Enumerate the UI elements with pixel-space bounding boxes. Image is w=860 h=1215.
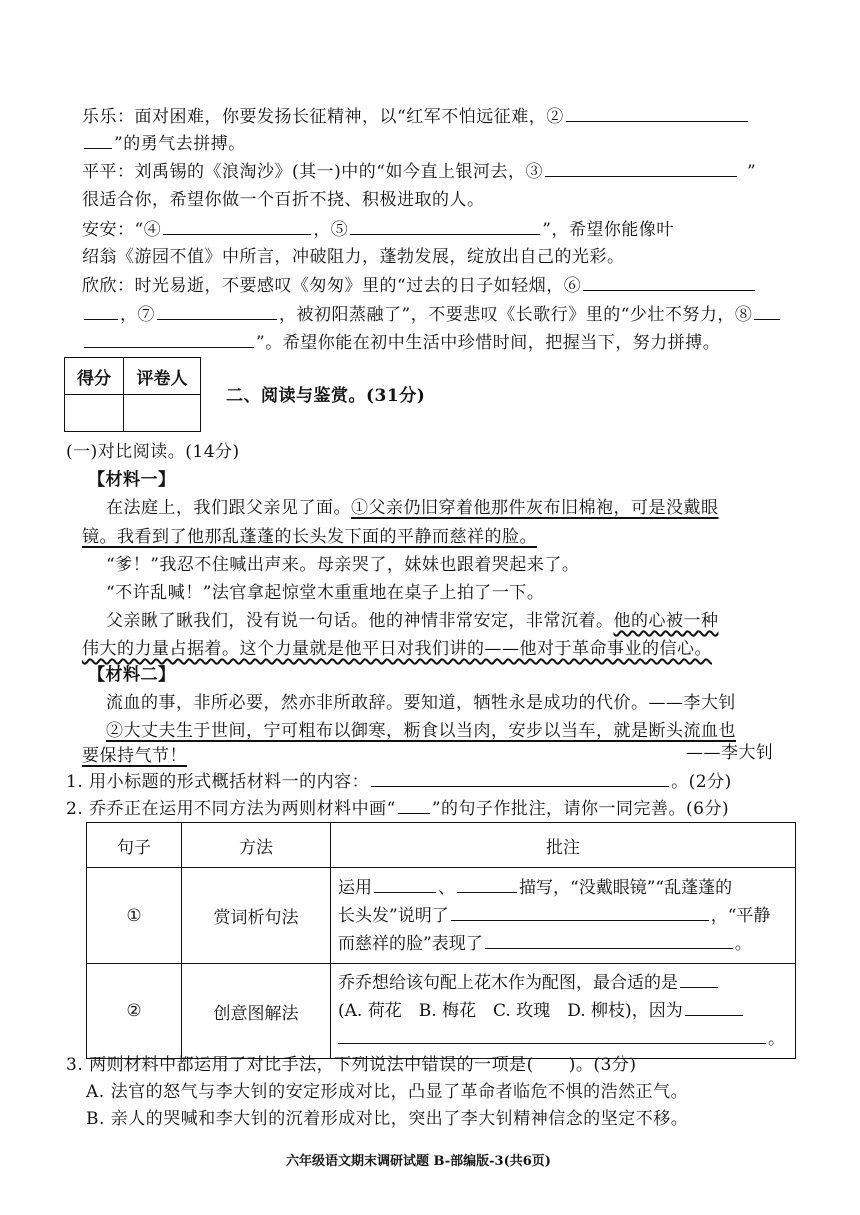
fill-text: ，被初阳蒸融了”，不要悲叹《长歌行》里的“少壮不努力，⑧ [279, 305, 753, 325]
blank-choice[interactable] [680, 971, 718, 988]
underlined-sentence-1: ①父亲仍旧穿着他那件灰布旧棉袍，可是没戴眼 [351, 498, 719, 518]
paragraph-text: 在法庭上，我们跟父亲见了面。 [106, 498, 351, 518]
fill-text: ”的勇气去拼搏。 [114, 134, 246, 154]
annotation-text: (A. 荷花 B. 梅花 C. 玫瑰 D. 柳枝)，因为 [338, 1001, 683, 1021]
paragraph-line: “不许乱喊！”法官拿起惊堂木重重地在桌子上拍了一下。 [106, 583, 545, 603]
row2-method: 创意图解法 [182, 964, 331, 1059]
fill-text: 安安：“④ [82, 220, 162, 240]
paragraph-line [106, 720, 736, 742]
fill-line-xinxin-2 [82, 303, 782, 326]
paragraph-line: “爹！”我忍不住喊出声来。母亲哭了，妹妹也跟着哭起来了。 [106, 555, 580, 575]
row2-annotation [331, 964, 796, 1059]
page-footer: 六年级语文期末调研试题 B-部编版-3(共6页) [286, 1154, 551, 1169]
answer-blank-6-cont[interactable] [84, 303, 118, 320]
answer-blank-5[interactable] [350, 218, 540, 235]
answer-blank-7[interactable] [157, 303, 277, 320]
fill-text: 乐乐：面对困难，你要发扬长征精神，以“红军不怕远征难，② [82, 107, 564, 127]
question-text: 1. 用小标题的形式概括材料一的内容： [66, 772, 370, 792]
answer-blank-8-cont[interactable] [84, 331, 254, 348]
paragraph-line: 流血的事，非所必要，然亦非所敢辞。要知道，牺牲永是成功的代价。——李大钊 [106, 693, 736, 713]
annotation-text: ，“平静 [710, 905, 771, 926]
fill-line-lele-1 [82, 105, 750, 128]
material-label: 【材料一】 [88, 470, 176, 490]
part-title: (一)对比阅读。(14分) [66, 442, 240, 462]
reviewer-header: 评卷人 [124, 358, 201, 395]
paragraph-line [106, 497, 719, 519]
fill-line-anan-2: 绍翁《游园不值》中所言，冲破阻力，蓬勃发展，绽放出自己的光彩。 [82, 247, 625, 267]
score-table [64, 357, 201, 432]
annotation-text: 运用 [338, 877, 372, 898]
score-cell[interactable] [65, 395, 124, 432]
underlined-sentence-2-cont: 要保持气节！ [82, 746, 187, 766]
fill-line-anan-1 [82, 218, 674, 241]
row1-method: 赏词析句法 [182, 868, 331, 964]
section-title: 二、阅读与鉴赏。(31分) [226, 386, 426, 406]
annotation-table [86, 822, 796, 1059]
annotation-text: 长头发”说明了 [338, 905, 449, 926]
col-header-method: 方法 [182, 823, 331, 868]
question-text: ”的句子作批注，请你一同完善。(6分) [431, 799, 730, 819]
fill-line-xinxin-1 [82, 274, 757, 297]
fill-text: ”，希望你能像叶 [542, 220, 674, 240]
option-b[interactable]: B. 亲人的哭喊和李大钊的沉着形成对比，突出了李大钊精神信念的坚定不移。 [86, 1109, 689, 1129]
row1-sentence: ① [87, 868, 182, 964]
underlined-sentence-1-cont: 镜。我看到了他那乱蓬蓬的长头发下面的平静而慈祥的脸。 [82, 527, 537, 547]
answer-blank-2[interactable] [566, 105, 748, 122]
fill-text: 欣欣：时光易逝，不要感叹《匆匆》里的“过去的日子如轻烟，⑥ [82, 276, 582, 296]
wavy-underlined-sentence: 他的心被一种 [613, 611, 719, 631]
col-header-annotation: 批注 [331, 823, 796, 868]
answer-blank-4[interactable] [163, 218, 311, 235]
wavy-underlined-sentence-cont: 伟大的力量占据着。这个力量就是他平日对我们讲的——他对于革命事业的信心。 [82, 639, 712, 659]
annotation-text: 、 [438, 877, 455, 898]
reviewer-cell[interactable] [124, 395, 201, 432]
underline-sample [398, 797, 430, 814]
blank-description-2[interactable] [457, 876, 517, 893]
blank-reason-cont[interactable] [338, 1027, 766, 1044]
paragraph-line [82, 638, 712, 660]
material-label: 【材料二】 [88, 665, 176, 685]
fill-line-pingping-1 [82, 160, 756, 183]
row1-annotation [331, 868, 796, 964]
paragraph-line [82, 745, 187, 767]
row2-sentence: ② [87, 964, 182, 1059]
question-1 [66, 770, 732, 793]
answer-blank-6[interactable] [583, 274, 755, 291]
fill-text: ” [746, 162, 757, 182]
fill-text: ，⑦ [120, 305, 155, 325]
fill-text: 平平：刘禹锡的《浪淘沙》(其一)中的“如今直上银河去，③ [82, 162, 543, 182]
question-text: 2. 乔乔正在运用不同方法为两则材料中画“ [66, 799, 396, 819]
q1-answer-blank[interactable] [371, 770, 669, 787]
answer-blank-2-cont[interactable] [84, 132, 112, 149]
blank-description-1[interactable] [374, 876, 436, 893]
answer-blank-3[interactable] [545, 160, 737, 177]
fill-text: ，⑤ [313, 220, 349, 240]
blank-shows[interactable] [485, 932, 733, 949]
paragraph-line [106, 610, 719, 632]
paragraph-text: 父亲瞅了瞅我们，没有说一句话。他的神情非常安定，非常沉着。 [106, 611, 614, 631]
paragraph-line [82, 526, 537, 548]
fill-line-xinxin-3 [82, 331, 720, 354]
annotation-text: 。 [768, 1029, 785, 1049]
annotation-text: 。 [734, 933, 752, 954]
option-a[interactable]: A. 法官的怒气与李大钊的安定形成对比，凸显了革命者临危不惧的浩然正气。 [86, 1082, 689, 1102]
annotation-text: 描写，“没戴眼镜”“乱蓬蓬的 [519, 877, 733, 898]
blank-reason[interactable] [685, 999, 743, 1016]
annotation-text: 而慈祥的脸”表现了 [338, 933, 483, 954]
fill-line-lele-2 [82, 132, 246, 155]
answer-blank-8[interactable] [754, 303, 780, 320]
question-2 [66, 797, 729, 820]
underlined-sentence-2: ②大丈夫生于世间，宁可粗布以御寒，粝食以当肉，安步以当车，就是断头流血也 [106, 721, 736, 741]
fill-line-pingping-2: 很适合你，希望你做一个百折不挠、积极进取的人。 [82, 190, 485, 210]
question-score: 。(2分) [671, 772, 732, 792]
blank-explains[interactable] [451, 904, 709, 921]
score-header: 得分 [65, 358, 124, 395]
author-attribution: ——李大钊 [686, 743, 774, 763]
question-3: 3. 两则材料中都运用了对比手法，下列说法中错误的一项是( )。(3分) [66, 1055, 637, 1075]
fill-text: ”。希望你能在初中生活中珍惜时间，把握当下，努力拼搏。 [256, 333, 721, 353]
col-header-sentence: 句子 [87, 823, 182, 868]
annotation-text: 乔乔想给该句配上花木作为配图，最合适的是 [338, 973, 678, 993]
